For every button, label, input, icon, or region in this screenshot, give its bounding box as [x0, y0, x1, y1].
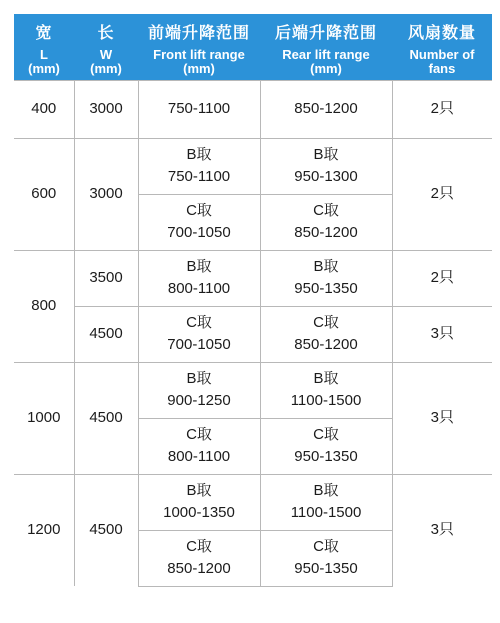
fans-cell: 2只	[392, 138, 492, 250]
rear-option-tag: C取	[313, 314, 339, 331]
front-option-tag: C取	[186, 426, 212, 443]
front-option-tag: C取	[186, 314, 212, 331]
rear-range-cell	[260, 530, 392, 586]
front-range-cell	[138, 138, 260, 194]
header-width-en: L	[40, 47, 48, 62]
rear-option-range: 1100-1500	[290, 504, 362, 521]
table-row	[14, 138, 492, 194]
rear-option-tag: C取	[313, 202, 339, 219]
header-length-zh: 长	[97, 25, 115, 42]
rear-option-tag: C取	[313, 538, 339, 555]
front-range-cell	[138, 306, 260, 362]
front-option-range: 750-1100	[167, 168, 231, 185]
width-cell: 1200	[14, 474, 74, 586]
rear-option-range: 950-1350	[294, 448, 358, 465]
header-fans-zh: 风扇数量	[407, 25, 476, 42]
front-option-tag: B取	[186, 258, 212, 275]
width-cell: 1000	[14, 362, 74, 474]
front-option-tag: C取	[186, 538, 212, 555]
table-row	[14, 474, 492, 530]
length-cell: 4500	[74, 362, 138, 474]
rear-option-range: 850-1200	[294, 224, 358, 241]
front-option-range: 900-1250	[167, 392, 231, 409]
front-option-tag: B取	[186, 370, 212, 387]
header-front-unit: (mm)	[183, 61, 215, 76]
header-width-unit: (mm)	[28, 61, 60, 76]
width-cell: 600	[14, 138, 74, 250]
header-fans	[392, 14, 492, 80]
length-cell: 3000	[74, 138, 138, 250]
rear-range-cell: 850-1200	[260, 80, 392, 138]
front-range-cell	[138, 530, 260, 586]
front-option-range: 850-1200	[167, 560, 231, 577]
rear-option-range: 1100-1500	[290, 392, 362, 409]
rear-range-cell	[260, 418, 392, 474]
front-option-range: 800-1100	[167, 280, 231, 297]
front-range-cell	[138, 362, 260, 418]
rear-option-range: 850-1200	[294, 336, 358, 353]
length-cell: 4500	[74, 474, 138, 586]
rear-range-cell	[260, 250, 392, 306]
length-cell: 3000	[74, 80, 138, 138]
width-cell: 800	[14, 250, 74, 362]
front-range-cell	[138, 194, 260, 250]
rear-option-tag: C取	[313, 426, 339, 443]
fans-cell: 3只	[392, 474, 492, 586]
length-cell: 4500	[74, 306, 138, 362]
width-cell: 400	[14, 80, 74, 138]
spec-table	[14, 14, 492, 587]
header-length	[74, 14, 138, 80]
front-option-tag: B取	[186, 482, 212, 499]
header-rear-zh: 后端升降范围	[274, 25, 377, 42]
header-fans-en: Number of	[409, 47, 475, 62]
front-option-tag: B取	[186, 146, 212, 163]
front-range-cell	[138, 418, 260, 474]
table-body	[14, 80, 492, 586]
front-option-tag: C取	[186, 202, 212, 219]
rear-option-tag: B取	[313, 370, 339, 387]
header-fans-unit: fans	[428, 61, 456, 76]
header-rear-en: Rear lift range	[282, 47, 370, 62]
header-row	[14, 14, 492, 80]
length-cell: 3500	[74, 250, 138, 306]
header-length-unit: (mm)	[90, 61, 122, 76]
header-front-lift	[138, 14, 260, 80]
table-row	[14, 80, 492, 138]
rear-option-range: 950-1300	[294, 168, 358, 185]
front-option-range: 700-1050	[167, 224, 231, 241]
rear-range-cell	[260, 194, 392, 250]
front-range-cell: 750-1100	[138, 80, 260, 138]
rear-range-cell	[260, 474, 392, 530]
table-row	[14, 250, 492, 306]
rear-range-cell	[260, 138, 392, 194]
rear-option-range: 950-1350	[294, 560, 358, 577]
header-rear-lift	[260, 14, 392, 80]
header-width-zh: 宽	[35, 25, 53, 42]
table-row	[14, 306, 492, 362]
front-option-range: 1000-1350	[163, 504, 235, 521]
front-option-range: 700-1050	[167, 336, 231, 353]
table-row	[14, 362, 492, 418]
front-range-cell	[138, 474, 260, 530]
rear-option-tag: B取	[313, 258, 339, 275]
fans-cell: 2只	[392, 250, 492, 306]
table-header	[14, 14, 492, 80]
rear-option-tag: B取	[313, 482, 339, 499]
rear-range-cell	[260, 306, 392, 362]
fans-cell: 3只	[392, 362, 492, 474]
fans-cell: 2只	[392, 80, 492, 138]
header-rear-unit: (mm)	[310, 61, 342, 76]
header-length-en: W	[99, 47, 113, 62]
front-range-cell	[138, 250, 260, 306]
rear-option-range: 950-1350	[294, 280, 358, 297]
rear-option-tag: B取	[313, 146, 339, 163]
front-option-range: 800-1100	[167, 448, 231, 465]
header-front-zh: 前端升降范围	[147, 25, 250, 42]
fans-cell: 3只	[392, 306, 492, 362]
header-width	[14, 14, 74, 80]
header-front-en: Front lift range	[153, 47, 245, 62]
rear-range-cell	[260, 362, 392, 418]
